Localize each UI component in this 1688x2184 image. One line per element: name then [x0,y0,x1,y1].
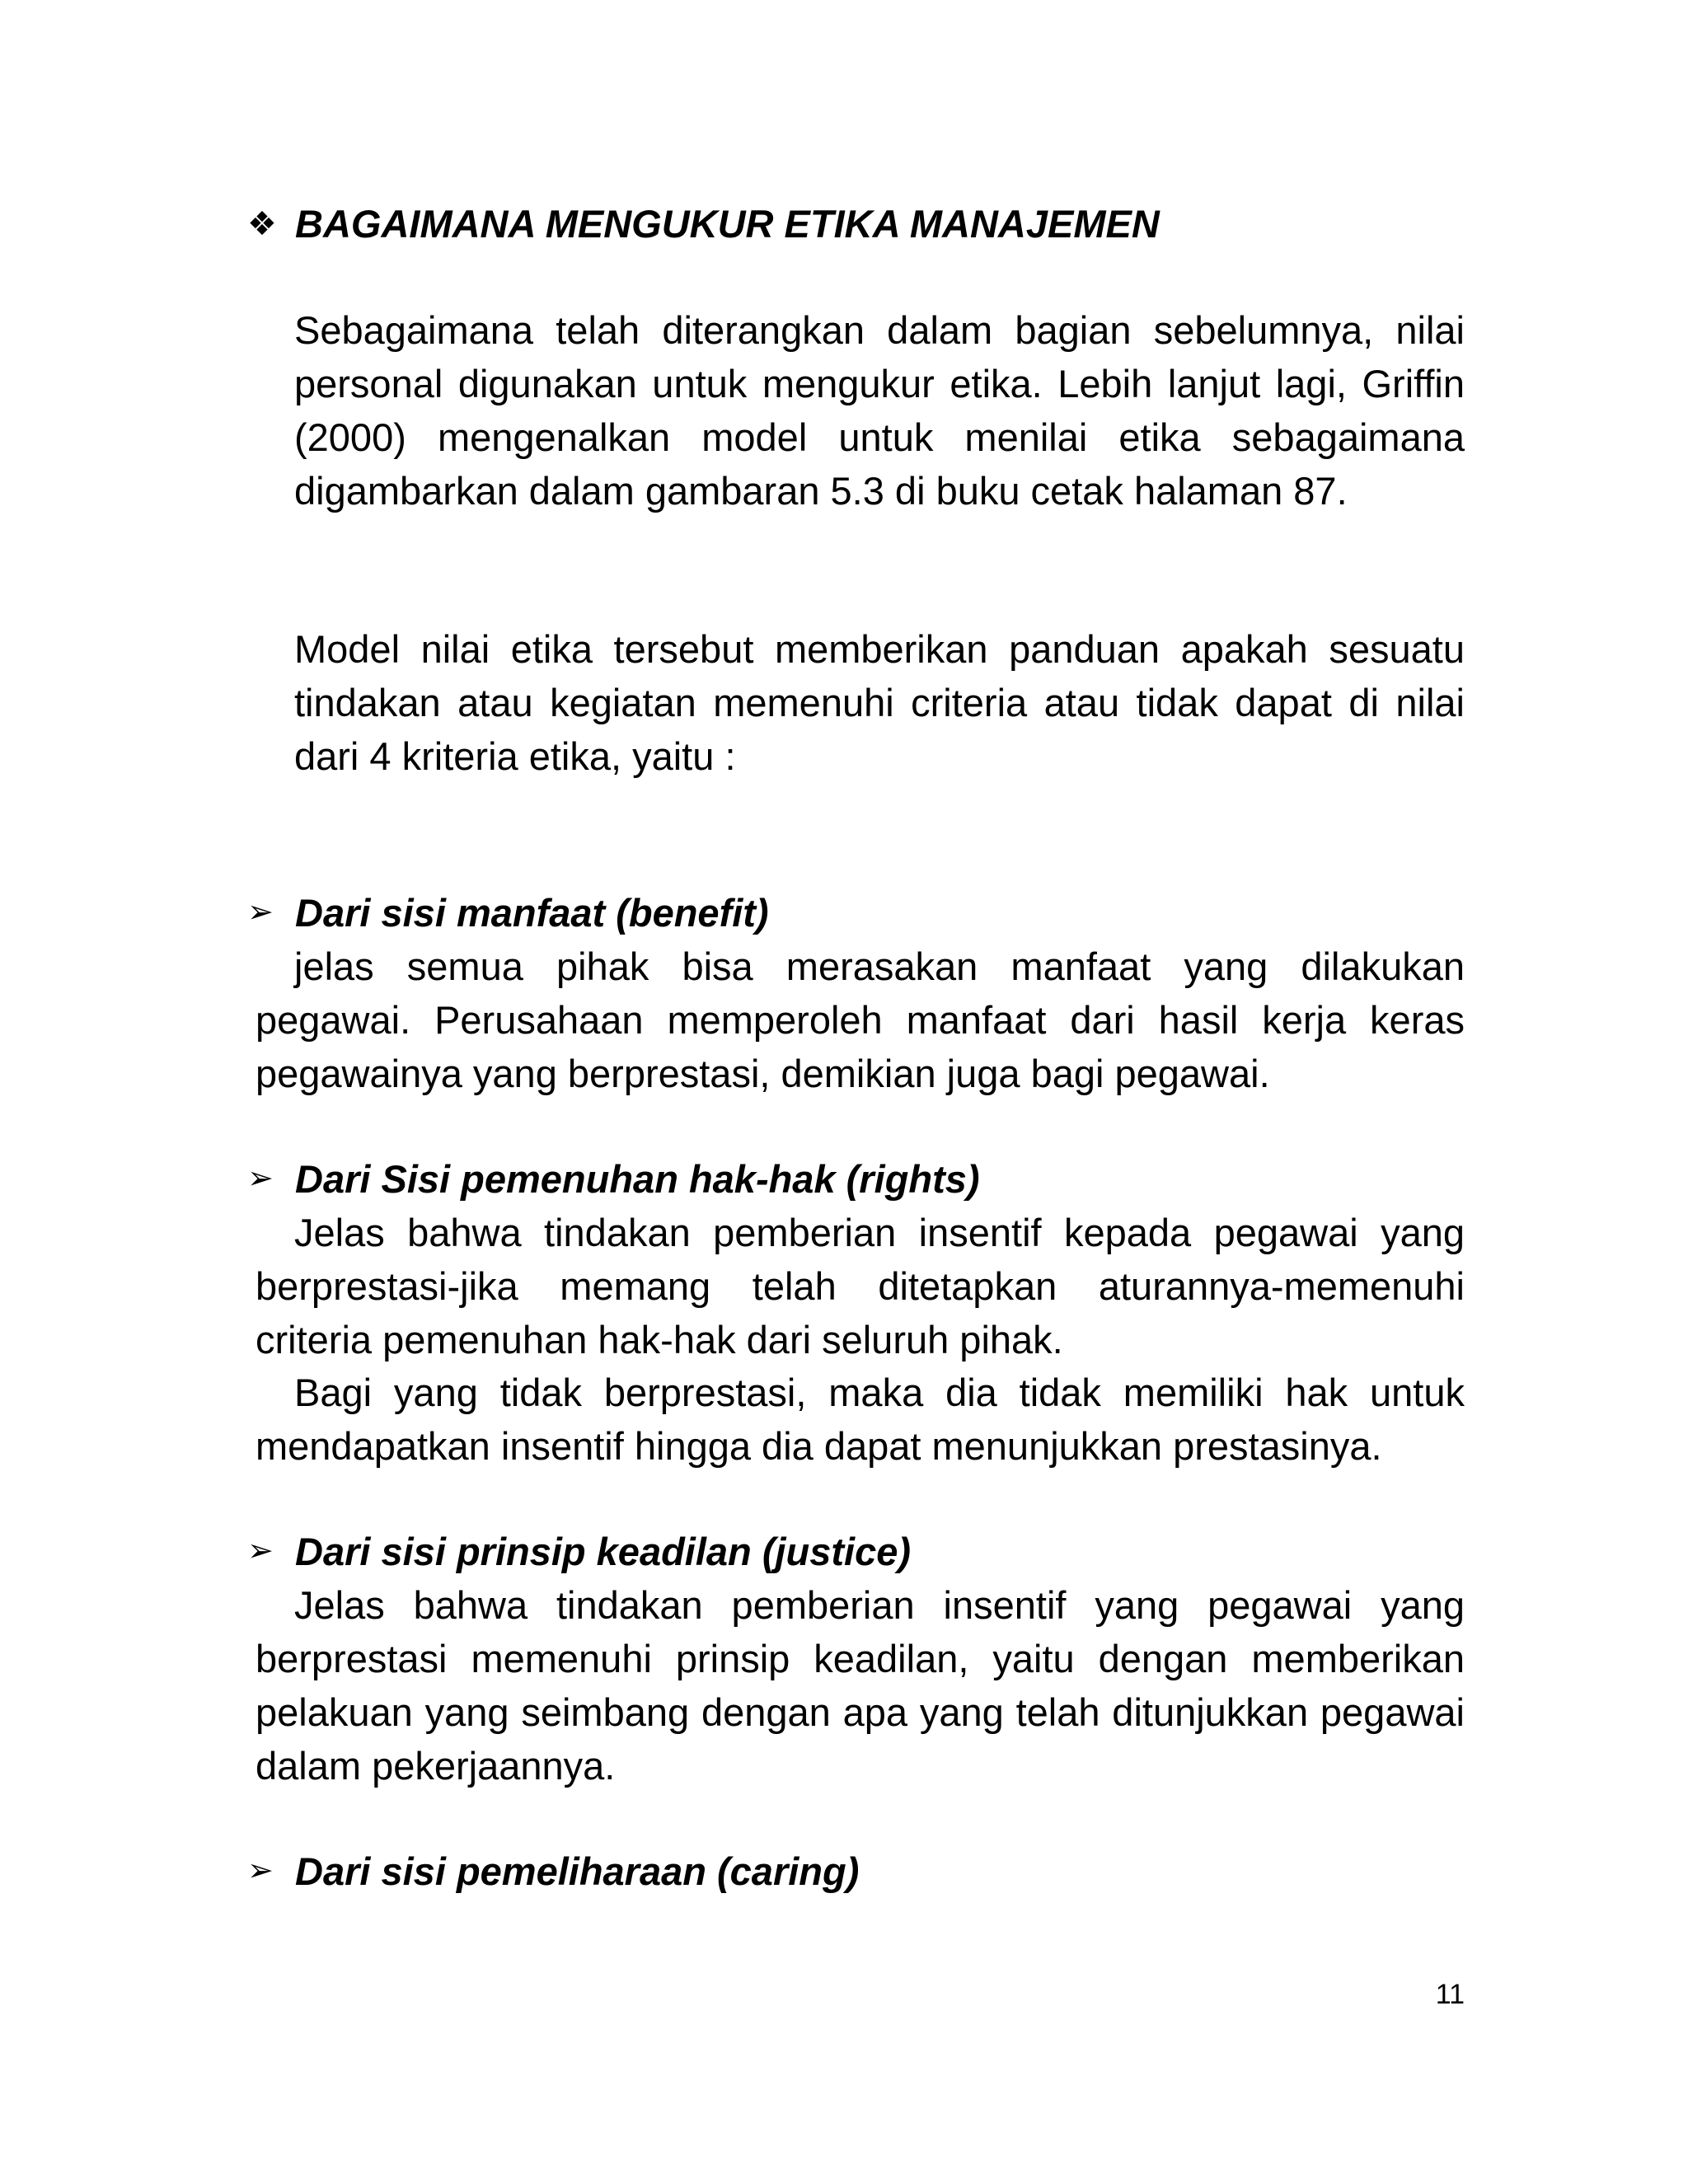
criterion-heading-justice [247,1525,911,1578]
section-heading [247,198,1160,251]
arrow-bullet-icon: ➢ [247,895,274,930]
criterion-title: Dari sisi pemeliharaan (caring) [295,1849,860,1893]
diamond-bullet-icon: ❖ [247,206,277,242]
intro-paragraph-2: Model nilai etika tersebut memberikan panduan apakah sesuatu tindakan atau kegiatan memenuhi criteria atau tidak dapat di nilai dari 4 kriteria etika, yaitu : [294,627,1465,778]
intro-paragraph-1: Sebagaimana telah diterangkan dalam bagian sebelumnya, nilai personal digunakan untuk mengukur etika. Lebih lanjut lagi, Griffin (2000) mengenalkan model untuk menilai etika sebagaimana digambarkan dalam gambaran 5.3 di buku cetak halaman 87. [294,308,1465,513]
page-number: 11 [1435,1979,1465,2010]
criterion-title: Dari sisi prinsip keadilan (justice) [295,1530,912,1573]
criterion-body-justice: Jelas bahwa tindakan pemberian insentif yang pegawai yang berprestasi memenuhi prinsip keadilan, yaitu dengan memberikan pelakuan yang seimbang dengan apa yang telah ditunjukkan pegawai dalam pekerjaannya. [256,1583,1465,1788]
arrow-bullet-icon: ➢ [247,1161,274,1196]
arrow-bullet-icon: ➢ [247,1534,274,1568]
criterion-body-benefit: jelas semua pihak bisa merasakan manfaat yang dilakukan pegawai. Perusahaan memperoleh manfaat dari hasil kerja keras pegawainya yang berprestasi, demikian juga bagi pegawai. [256,944,1465,1095]
section-title: BAGAIMANA MENGUKUR ETIKA MANAJEMEN [295,202,1160,246]
criterion-heading-benefit [247,886,769,940]
criterion-body-rights-1: Jelas bahwa tindakan pemberian insentif kepada pegawai yang berprestasi-jika memang telah ditetapkan aturannya-memenuhi criteria pemenuhan hak-hak dari seluruh pihak. [256,1211,1465,1361]
criterion-title: Dari Sisi pemenuhan hak-hak (rights) [295,1157,980,1201]
criterion-title: Dari sisi manfaat (benefit) [295,891,769,935]
criterion-heading-rights [247,1152,980,1206]
arrow-bullet-icon: ➢ [247,1854,274,1888]
criterion-body-rights-2: Bagi yang tidak berprestasi, maka dia tidak memiliki hak untuk mendapatkan insentif hingga dia dapat menunjukkan prestasinya. [256,1371,1465,1468]
criterion-heading-caring [247,1844,859,1898]
